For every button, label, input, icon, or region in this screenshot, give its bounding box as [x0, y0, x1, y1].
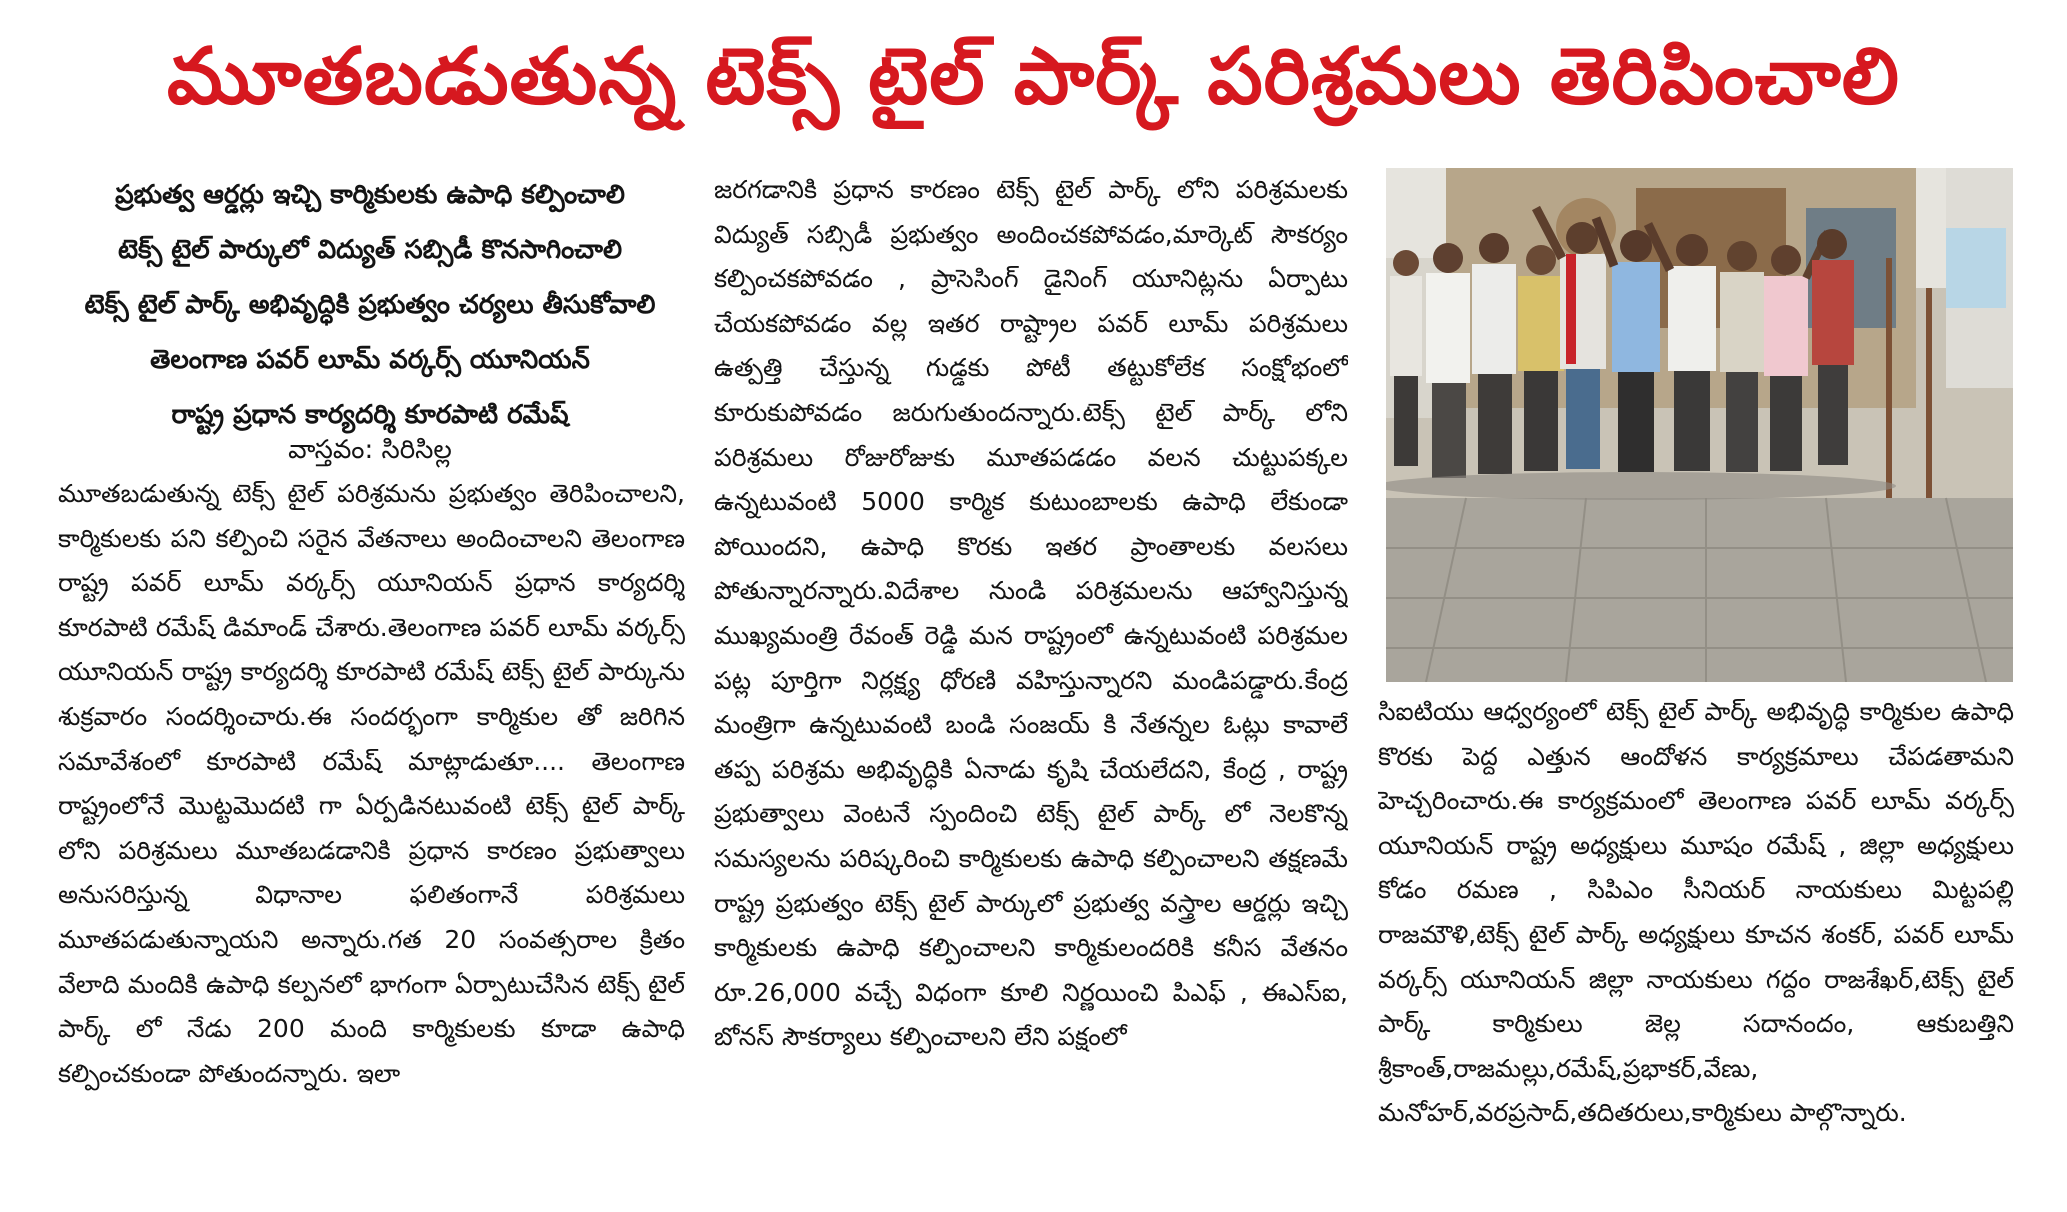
headline: మూతబడుతున్న టెక్స్ టైల్ పార్క్ పరిశ్రమలు తెరిపించాలి	[167, 32, 1900, 122]
subheading: టెక్స్ టైల్ పార్కులో విద్యుత్ సబ్సిడీ కొనసాగించాలి	[117, 235, 623, 265]
article-column-3	[1378, 690, 2014, 1200]
dateline: వాస్తవం: సిరిసిల్ల	[288, 435, 452, 465]
article-column-1	[58, 472, 685, 1192]
article-paragraph: జరగడానికి ప్రధాన కారణం టెక్స్ టైల్ పార్క్ లోని పరిశ్రమలకు విద్యుత్ సబ్సిడీ ప్రభుత్వం అందించకపోవడం,మార్కెట్ సౌకర్యం కల్పించకపోవడం , ప్రాసెసింగ్ డైనింగ్ యూనిట్లను ఏర్పాటు చేయకపోవడం వల్ల ఇతర రాష్ట్రాల పవర్ లూమ్ పరిశ్రమలు ఉత్పత్తి చేస్తున్న గుడ్డకు పోటీ తట్టుకోలేక సంక్షోభంలో కూరుకుపోవడం జరుగుతుందన్నారు.టెక్స్ టైల్ పార్క్ లోని పరిశ్రమలు రోజురోజుకు మూతపడడం వలన చుట్టుపక్కల ఉన్నటువంటి 5000 కార్మిక కుటుంబాలకు ఉపాధి లేకుండా పోయిందని, ఉపాధి కొరకు ఇతర ప్రాంతాలకు వలసలు పోతున్నారన్నారు.విదేశాల నుండి పరిశ్రమలను ఆహ్వానిస్తున్న ముఖ్యమంత్రి రేవంత్ రెడ్డి మన రాష్ట్రంలో ఉన్నటువంటి పరిశ్రమల పట్ల పూర్తిగా నిర్లక్ష్య ధోరణి వహిస్తున్నారని మండిపడ్డారు.కేంద్ర మంత్రిగా ఉన్నటువంటి బండి సంజయ్ కి నేతన్నల ఓట్లు కావాలే తప్ప పరిశ్రమ అభివృద్ధికి ఏనాడు కృషి చేయలేదని, కేంద్ర , రాష్ట్ర ప్రభుత్వాలు వెంటనే స్పందించి టెక్స్ టైల్ పార్క్ లో నెలకొన్న సమస్యలను పరిష్కరించి కార్మికులకు ఉపాధి కల్పించాలని తక్షణమే రాష్ట్ర ప్రభుత్వం టెక్స్ టైల్ పార్కులో ప్రభుత్వ వస్త్రాల ఆర్డర్లు ఇచ్చి కార్మికులకు ఉపాధి కల్పించాలని కార్మికులందరికి కనీస వేతనం రూ.26,000 వచ్చే విధంగా కూలి నిర్ణయించి పిఎఫ్ , ఈఎస్ఐ, బోనస్ సౌకర్యాలు కల్పించాలని లేని పక్షంలో	[714, 175, 1348, 1052]
article-paragraph: సిఐటియు ఆధ్వర్యంలో టెక్స్ టైల్ పార్క్ అభివృద్ధి కార్మికుల ఉపాధి కొరకు పెద్ద ఎత్తున ఆందోళన కార్యక్రమాలు చేపడతామని హెచ్చరించారు.ఈ కార్యక్రమంలో తెలంగాణ పవర్ లూమ్ వర్కర్స్ యూనియన్ రాష్ట్ర అధ్యక్షులు మూషం రమేష్ , జిల్లా అధ్యక్షులు కోడం రమణ , సిపిఎం సీనియర్ నాయకులు మిట్టపల్లి రాజమౌళి,టెక్స్ టైల్ పార్క్ అధ్యక్షులు కూచన శంకర్, పవర్ లూమ్ వర్కర్స్ యూనియన్ జిల్లా నాయకులు గద్దం రాజశేఖర్,టెక్స్ టైల్ పార్క్ కార్మికులు జెల్ల సదానందం, ఆకుబత్తిని శ్రీకాంత్,రాజమల్లు,రమేష్,ప్రభాకర్,వేణు, మనోహర్,వరప్రసాద్,తదితరులు,కార్మికులు పాల్గొన్నారు.	[1378, 697, 2014, 1128]
article-column-2	[714, 168, 1348, 1198]
subheading: ప్రభుత్వ ఆర్డర్లు ఇచ్చి కార్మికులకు ఉపాధి కల్పించాలి	[115, 180, 625, 210]
protest-photo-illustration	[1386, 168, 2013, 682]
subheadings	[60, 168, 680, 443]
article-paragraph: మూతబడుతున్న టెక్స్ టైల్ పరిశ్రమను ప్రభుత్వం తెరిపించాలని, కార్మికులకు పని కల్పించి సరైన వేతనాలు అందించాలని తెలంగాణ రాష్ట్ర పవర్ లూమ్ వర్కర్స్ యూనియన్ ప్రధాన కార్యదర్శి కూరపాటి రమేష్ డిమాండ్ చేశారు.తెలంగాణ పవర్ లూమ్ వర్కర్స్ యూనియన్ రాష్ట్ర కార్యదర్శి కూరపాటి రమేష్ టెక్స్ టైల్ పార్కును శుక్రవారం సందర్శించారు.ఈ సందర్భంగా కార్మికుల తో జరిగిన సమావేశంలో కూరపాటి రమేష్ మాట్లాడుతూ.... తెలంగాణ రాష్ట్రంలోనే మొట్టమొదటి గా ఏర్పడినటువంటి టెక్స్ టైల్ పార్క్ లోని పరిశ్రమలు మూతబడడానికి ప్రధాన కారణం ప్రభుత్వాలు అనుసరిస్తున్న విధానాల ఫలితంగానే పరిశ్రమలు మూతపడుతున్నాయని అన్నారు.గత 20 సంవత్సరాల క్రితం వేలాది మందికి ఉపాధి కల్పనలో భాగంగా ఏర్పాటుచేసిన టెక్స్ టైల్ పార్క్ లో నేడు 200 మంది కార్మికులకు కూడా ఉపాధి కల్పించకుండా పోతుందన్నారు. ఇలా	[58, 479, 685, 1088]
news-photo	[1386, 168, 2013, 682]
subheading: రాష్ట్ర ప్రధాన కార్యదర్శి కూరపాటి రమేష్	[171, 400, 569, 430]
subheading: తెలంగాణ పవర్ లూమ్ వర్కర్స్ యూనియన్	[150, 345, 590, 375]
subheading: టెక్స్ టైల్ పార్క్ అభివృద్ధికి ప్రభుత్వం చర్యలు తీసుకోవాలి	[84, 290, 656, 320]
